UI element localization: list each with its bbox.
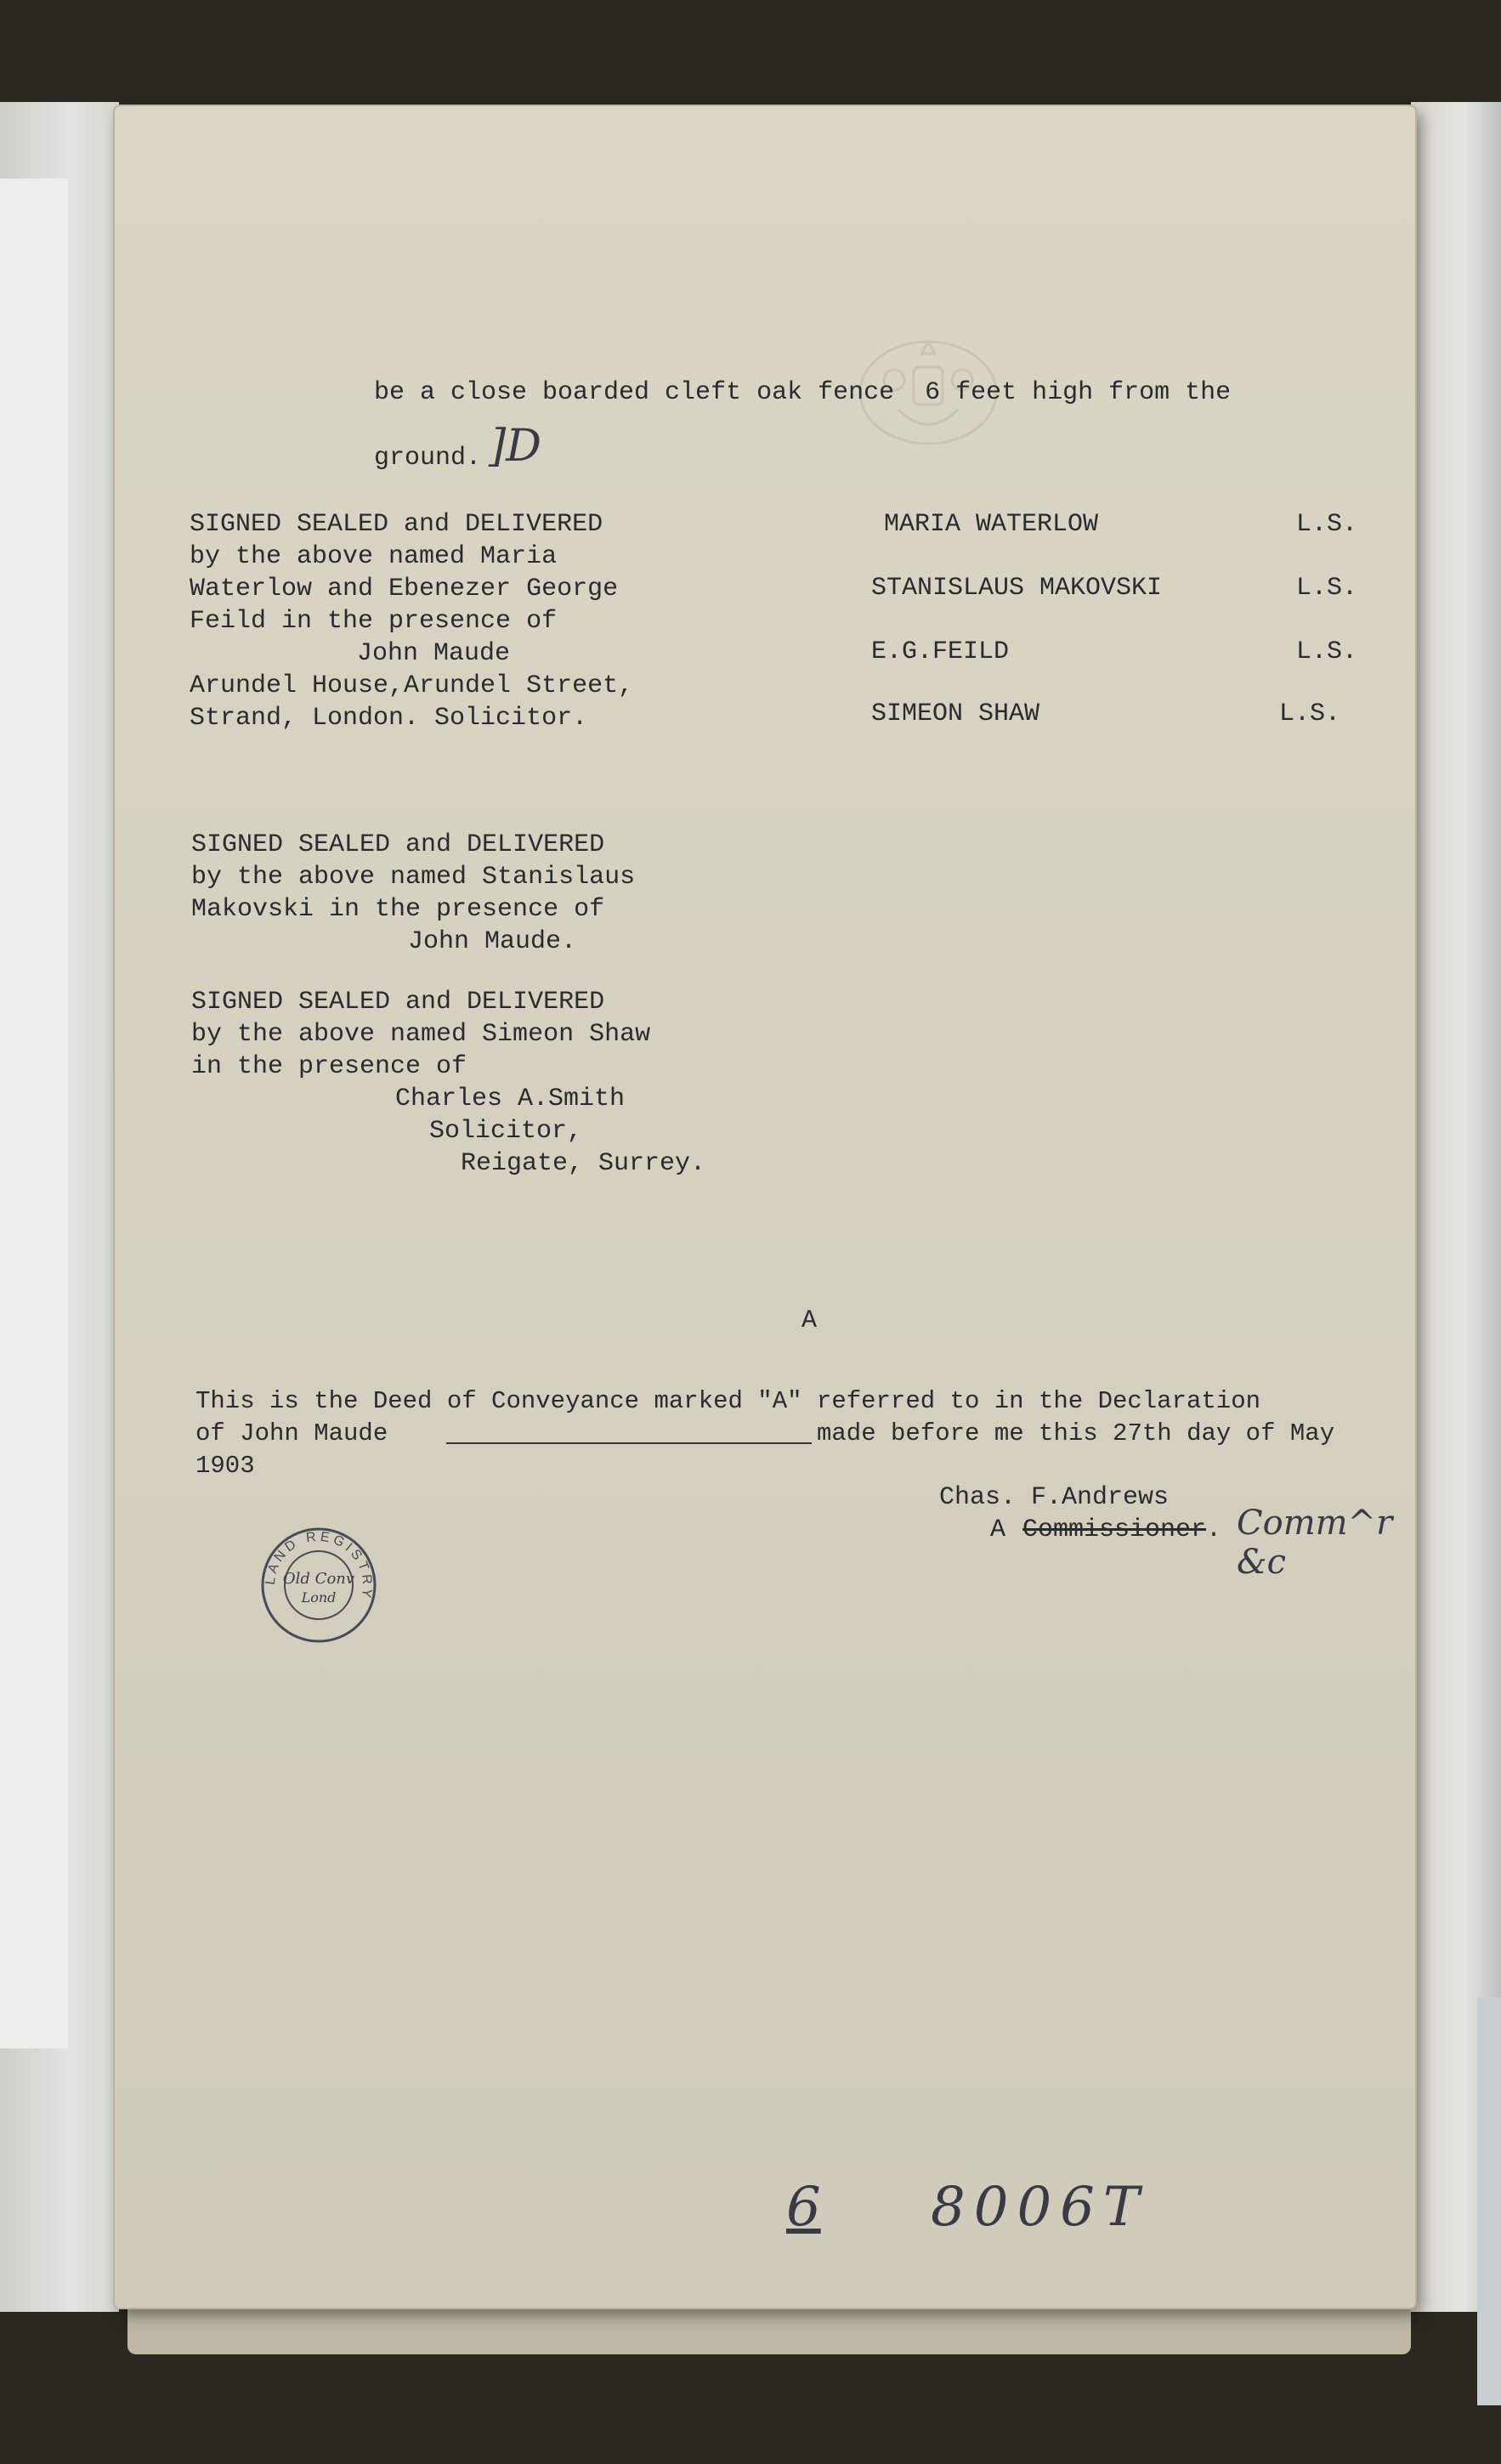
block3-line-3: in the presence of: [191, 1052, 467, 1081]
block3-line-4: Charles A.Smith: [395, 1085, 626, 1113]
svg-text:Old Conv: Old Conv: [282, 1570, 355, 1588]
footer-handwritten-number-1: 6: [786, 2176, 821, 2239]
signatory-ls-2: L.S.: [1296, 574, 1358, 603]
signatory-name-4: SIMEON SHAW: [871, 700, 1040, 728]
right-background: [1411, 102, 1501, 2312]
body-line-2: ground.: [374, 444, 482, 473]
signatory-ls-3: L.S.: [1296, 637, 1358, 666]
commissioner-title-prefix: A: [990, 1515, 1006, 1544]
exhibit-mark: A: [801, 1306, 818, 1335]
document-page: [115, 106, 1415, 2308]
signatory-ls-4: L.S.: [1279, 700, 1341, 728]
signatory-name-3: E.G.FEILD: [871, 637, 1010, 666]
block1-line-5: John Maude: [357, 639, 511, 668]
block1-line-7: Strand, London. Solicitor.: [190, 704, 588, 733]
land-registry-stamp-icon: [259, 1526, 378, 1645]
svg-text:Lond: Lond: [301, 1589, 337, 1606]
signatory-name-2: STANISLAUS MAKOVSKI: [871, 574, 1163, 603]
left-background-sheet: [0, 178, 68, 2048]
block1-line-4: Feild in the presence of: [190, 607, 558, 636]
right-background-edge: [1477, 1997, 1501, 2405]
footer-handwritten-number-2: 8006T: [931, 2176, 1148, 2239]
block2-line-4: John Maude.: [408, 927, 577, 956]
exhibit-line-2-end: made before me this 27th day of May: [817, 1419, 1335, 1447]
block2-line-1: SIGNED SEALED and DELIVERED: [191, 830, 605, 859]
body-line-1: be a close boarded cleft oak fence 6 feet high from the: [374, 378, 1232, 407]
exhibit-blank-line: [446, 1442, 812, 1444]
block1-line-3: Waterlow and Ebenezer George: [190, 575, 619, 603]
signatory-ls-1: L.S.: [1296, 510, 1358, 539]
block3-line-2: by the above named Simeon Shaw: [191, 1020, 651, 1049]
block1-line-2: by the above named Maria: [190, 542, 558, 571]
svg-text:LAND REGISTRY: LAND REGISTRY: [263, 1529, 375, 1602]
commissioner-handwritten-title: Comm^r &c: [1237, 1504, 1393, 1582]
exhibit-line-3: 1903: [195, 1452, 255, 1480]
block1-line-6: Arundel House,Arundel Street,: [190, 671, 634, 700]
exhibit-line-1: This is the Deed of Conveyance marked "A" referred to in the Declaration: [195, 1387, 1261, 1415]
exhibit-line-2-start: of John Maude: [195, 1419, 388, 1447]
commissioner-name: Chas. F.Andrews: [939, 1483, 1170, 1512]
block1-line-1: SIGNED SEALED and DELIVERED: [190, 510, 603, 539]
commissioner-title-struck: Commissioner: [1022, 1515, 1207, 1544]
block3-line-6: Reigate, Surrey.: [461, 1149, 706, 1178]
margin-mark: ]D: [489, 421, 541, 472]
block2-line-2: by the above named Stanislaus: [191, 863, 636, 892]
commissioner-title-period: .: [1206, 1515, 1222, 1544]
block3-line-1: SIGNED SEALED and DELIVERED: [191, 988, 605, 1017]
block2-line-3: Makovski in the presence of: [191, 895, 605, 924]
block3-line-5: Solicitor,: [429, 1117, 583, 1146]
signatory-name-1: MARIA WATERLOW: [884, 510, 1099, 539]
